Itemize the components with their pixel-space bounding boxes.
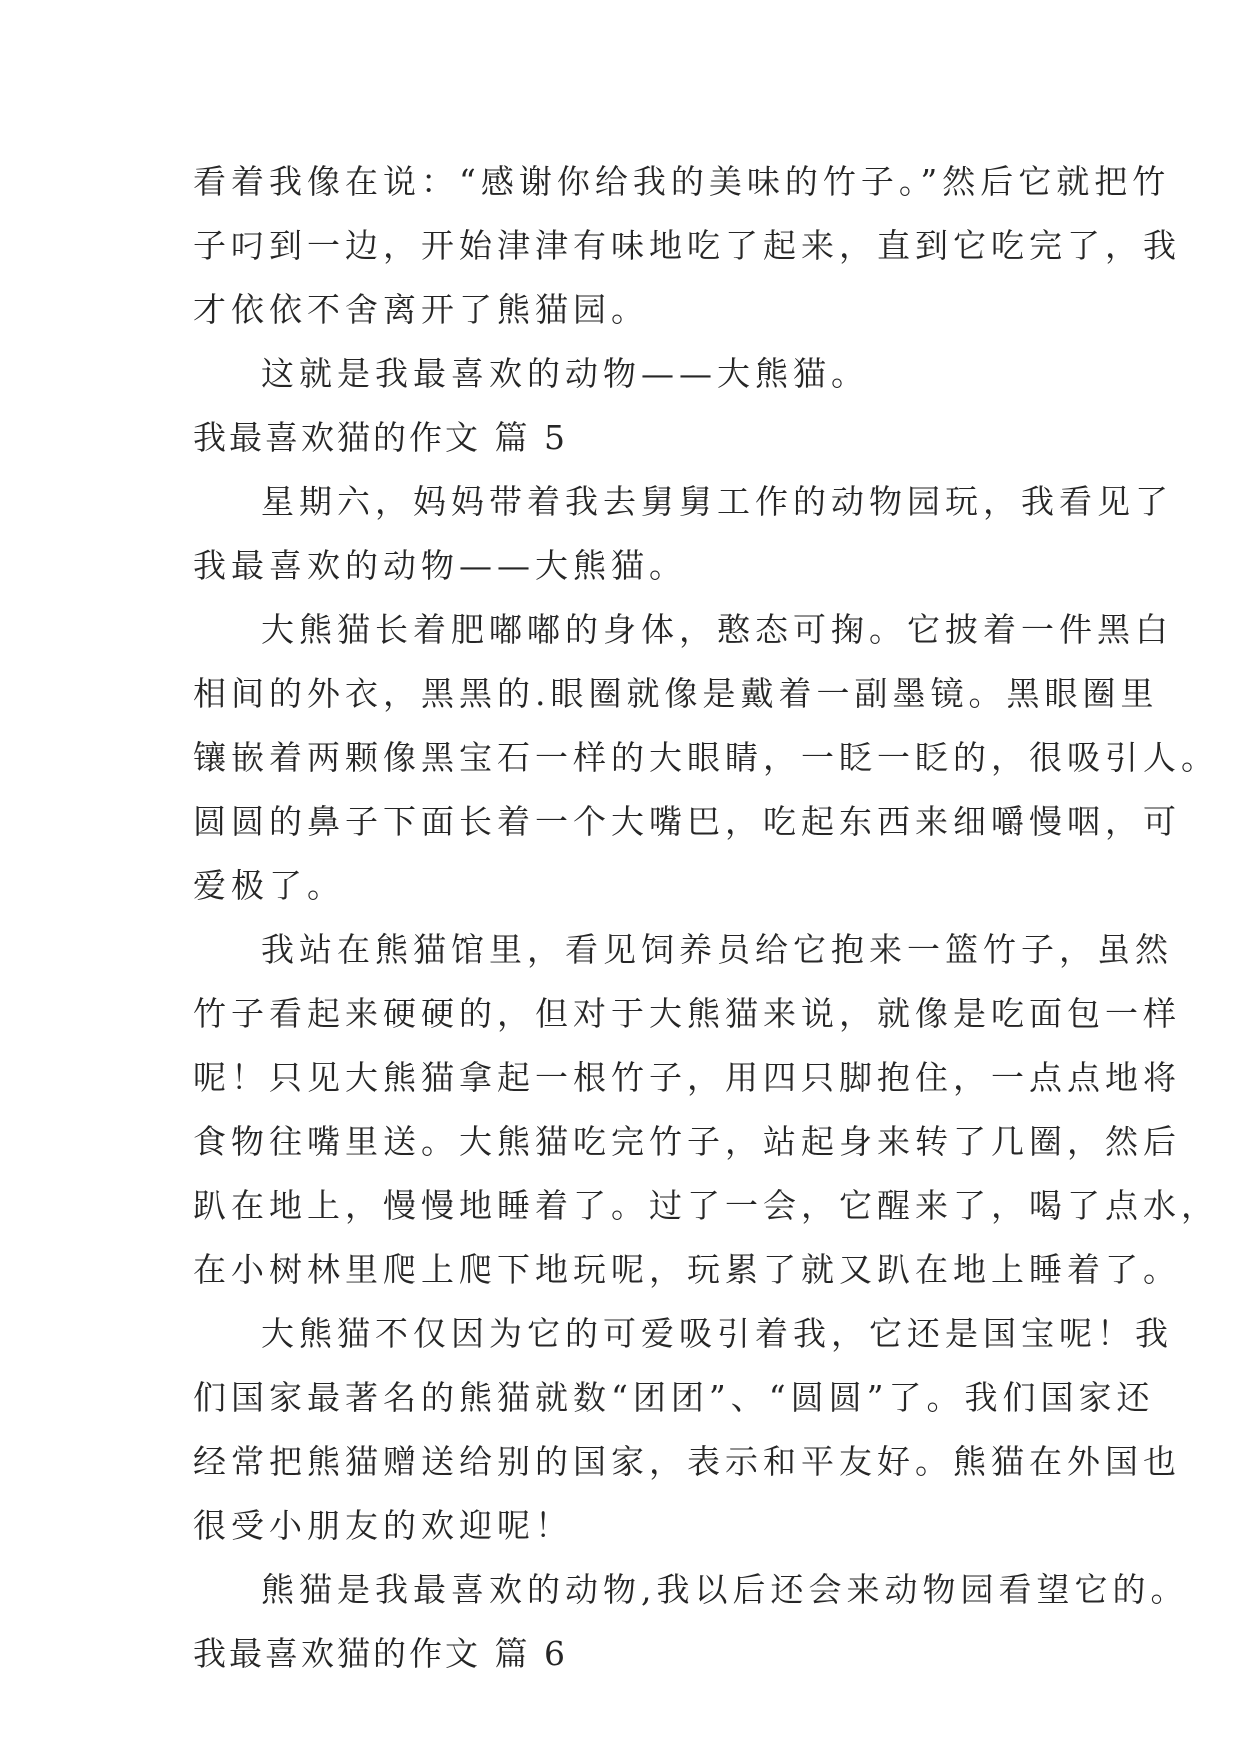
text-line: 爱极了。 [193,866,345,905]
text-line: 呢！只见大熊猫拿起一根竹子，用四只脚抱住，一点点地将 [193,1058,1181,1097]
text-line: 经常把熊猫赠送给别的国家，表示和平友好。熊猫在外国也 [193,1442,1181,1481]
text-line: 子叼到一边，开始津津有味地吃了起来，直到它吃完了，我 [193,226,1181,265]
text-line: 相间的外衣，黑黑的.眼圈就像是戴着一副墨镜。黑眼圈里 [193,674,1159,713]
text-line: 我最喜欢的动物——大熊猫。 [193,546,687,585]
text-line: 镶嵌着两颗像黑宝石一样的大眼睛，一眨一眨的，很吸引人。 [193,738,1219,777]
text-line: 星期六，妈妈带着我去舅舅工作的动物园玩，我看见了 [261,482,1173,521]
text-line: 食物往嘴里送。大熊猫吃完竹子，站起身来转了几圈，然后 [193,1122,1181,1161]
text-line: 大熊猫长着肥嘟嘟的身体，憨态可掬。它披着一件黑白 [261,610,1173,649]
text-line: 我站在熊猫馆里，看见饲养员给它抱来一篮竹子，虽然 [261,930,1173,969]
text-line: 熊猫是我最喜欢的动物,我以后还会来动物园看望它的。 [261,1570,1189,1609]
text-line: 竹子看起来硬硬的，但对于大熊猫来说，就像是吃面包一样 [193,994,1181,1033]
text-line: 大熊猫不仅因为它的可爱吸引着我，它还是国宝呢！我 [261,1314,1173,1353]
text-line: 这就是我最喜欢的动物——大熊猫。 [261,354,869,393]
text-line: 才依依不舍离开了熊猫园。 [193,290,649,329]
text-line: 很受小朋友的欢迎呢！ [193,1506,573,1545]
section-heading: 我最喜欢猫的作文 篇 5 [193,418,568,457]
text-line: 趴在地上，慢慢地睡着了。过了一会，它醒来了，喝了点水， [193,1186,1219,1225]
text-line: 圆圆的鼻子下面长着一个大嘴巴，吃起东西来细嚼慢咽，可 [193,802,1181,841]
text-line: 们国家最著名的熊猫就数“团团”、“圆圆”了。我们国家还 [193,1378,1155,1417]
text-line: 在小树林里爬上爬下地玩呢，玩累了就又趴在地上睡着了。 [193,1250,1181,1289]
text-line: 看着我像在说：“感谢你给我的美味的竹子。”然后它就把竹 [193,162,1171,201]
document-body [193,150,1219,1686]
section-heading: 我最喜欢猫的作文 篇 6 [193,1634,568,1673]
